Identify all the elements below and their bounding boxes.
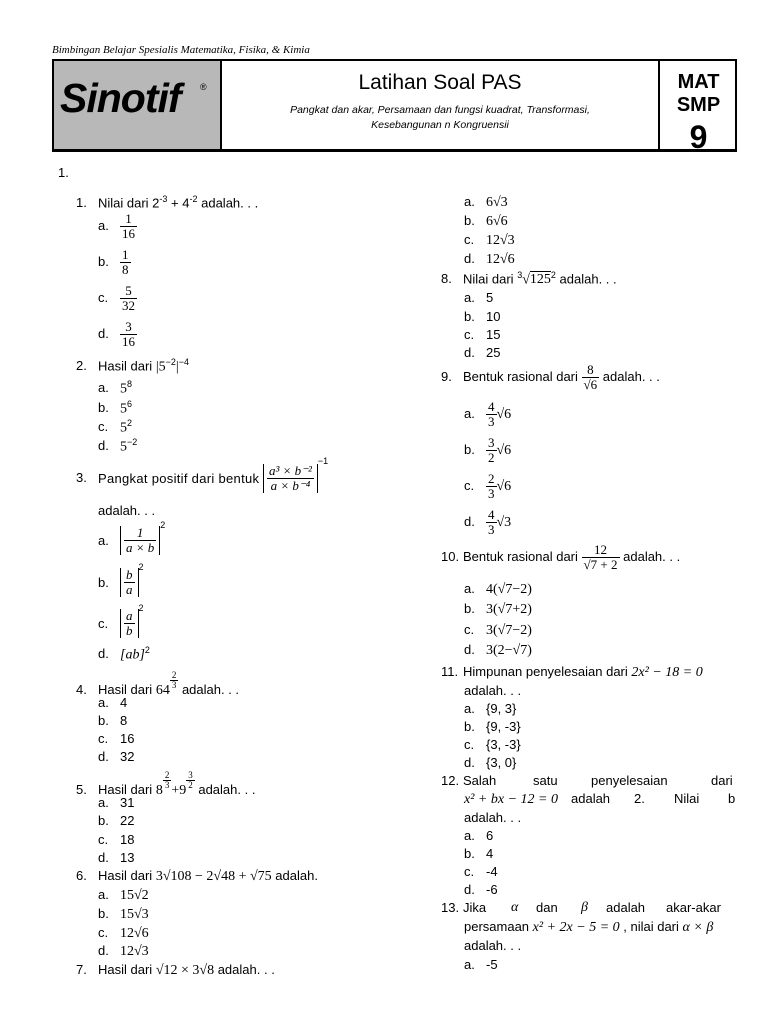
option-2d[interactable] (98, 437, 137, 455)
option-6a[interactable] (98, 887, 149, 904)
option-4d[interactable] (98, 749, 134, 764)
option-7b[interactable] (464, 213, 508, 230)
option-value: 12√3 (486, 233, 515, 248)
exponent: 2 (138, 603, 144, 613)
option-value: 5 (486, 290, 494, 305)
question-text: adalah (571, 791, 611, 806)
option-label: d. (464, 513, 475, 529)
fraction: $\frac{12}{√7 + 2}$ (583, 542, 618, 572)
question-13 (441, 900, 737, 915)
option-8a[interactable] (464, 290, 493, 305)
option-label: d. (98, 438, 109, 454)
fraction: $\frac{a}{b}$ (126, 608, 133, 639)
option-value: 6√3 (486, 195, 508, 210)
option-label: b. (98, 400, 109, 416)
question-8 (441, 270, 617, 288)
option-label: a. (464, 290, 475, 305)
question-12-line2 (464, 791, 737, 808)
option-label: b. (464, 441, 475, 457)
option-label: b. (98, 575, 109, 591)
question-text: adalah. (275, 868, 318, 883)
option-label: d. (464, 345, 475, 360)
option-value: 25 (486, 345, 501, 360)
fraction: $\frac{1}{a \times b}$ (126, 525, 155, 556)
option-value: 4(√7−2) (486, 582, 532, 597)
option-3d[interactable] (98, 645, 150, 663)
option-label: c. (464, 737, 475, 752)
option-3c[interactable] (98, 603, 144, 638)
option-label: a. (98, 795, 109, 810)
option-label: c. (464, 232, 475, 247)
option-value: -6 (486, 882, 498, 897)
bracket-expression (120, 609, 139, 638)
option-label: b. (464, 309, 475, 324)
option-4a[interactable] (98, 695, 127, 710)
option-label: b. (464, 601, 475, 616)
option-11c[interactable] (464, 737, 521, 752)
math-base: 8 (155, 783, 163, 798)
option-1c[interactable] (98, 284, 137, 313)
option-label: c. (464, 622, 475, 637)
subtitle-line-2: Kesebangunan n Kongruensii (371, 119, 509, 131)
option-9b[interactable] (464, 436, 511, 465)
option-10a[interactable] (464, 581, 532, 598)
radicand: 125 (529, 272, 551, 288)
option-value: 31 (120, 795, 135, 810)
header-divider (52, 151, 737, 152)
option-5d[interactable] (98, 850, 134, 865)
option-value: √6 (496, 406, 512, 422)
fraction: $\frac{b}{a}$ (126, 567, 133, 598)
fraction: $\frac{8}{√6}$ (583, 362, 598, 392)
subject-box (660, 61, 737, 155)
question-text: akar-akar (666, 900, 721, 915)
option-label: b. (98, 253, 109, 269)
option-label: d. (98, 749, 109, 764)
option-value: {3, 0} (486, 755, 517, 770)
question-text: adalah. . . (559, 271, 617, 287)
question-text: Hasil dari (98, 682, 153, 697)
option-label: a. (98, 887, 109, 902)
option-label: c. (464, 477, 475, 493)
option-12d[interactable] (464, 882, 498, 897)
option-value: 5 (120, 420, 127, 436)
fraction: $\frac{1}{16}$ (122, 211, 135, 241)
question-text: persamaan (464, 919, 530, 934)
option-value: 32 (120, 749, 135, 764)
option-label: b. (98, 813, 109, 828)
math-operator: + (171, 783, 180, 798)
question-text: Bentuk rasional dari (463, 548, 578, 564)
option-1d[interactable] (98, 320, 137, 349)
option-5b[interactable] (98, 813, 134, 828)
question-number: 9. (441, 368, 452, 384)
option-label: c. (464, 864, 475, 879)
option-6c[interactable] (98, 925, 149, 942)
option-value: [ab] (120, 647, 145, 663)
option-11b[interactable] (464, 719, 521, 734)
question-12-tail: adalah. . . (464, 810, 522, 825)
question-text: Pangkat positif dari bentuk (98, 471, 260, 487)
page-subtitle (222, 103, 658, 133)
exponent: 2 (127, 418, 133, 428)
question-3 (76, 456, 328, 493)
option-value: 6√6 (486, 214, 508, 229)
option-value: 5 (120, 381, 127, 397)
question-text: 2. (634, 791, 645, 806)
option-value: 18 (120, 832, 135, 847)
exponent: 2 (550, 270, 556, 280)
option-4c[interactable] (98, 731, 134, 746)
option-7a[interactable] (464, 194, 508, 211)
question-2 (76, 357, 189, 375)
question-text: adalah. . . (181, 682, 240, 697)
question-text: Himpunan penyelesaian dari (463, 664, 628, 679)
option-label: d. (464, 642, 475, 657)
exponent: −1 (317, 456, 329, 466)
math-symbol: β (581, 900, 588, 915)
question-text: adalah (606, 900, 646, 915)
intro-number: 1. (58, 165, 69, 180)
option-1a[interactable] (98, 212, 137, 241)
option-label: d. (464, 882, 475, 897)
math-expression: x² + bx − 12 = 0 (464, 792, 558, 807)
question-text: adalah. . . (602, 368, 660, 384)
option-1b[interactable] (98, 248, 131, 277)
question-number: 11. (441, 664, 459, 679)
fraction: $\frac{3}{16}$ (122, 319, 135, 349)
math-expression: |5 (155, 359, 166, 375)
option-value: {9, -3} (486, 719, 521, 734)
question-text: adalah. . . (623, 548, 681, 564)
question-13-tail: adalah. . . (464, 938, 522, 953)
option-label: a. (464, 194, 475, 209)
question-text: Salah (463, 773, 497, 788)
option-label: d. (464, 251, 475, 266)
option-label: d. (464, 755, 475, 770)
option-8d[interactable] (464, 345, 500, 360)
option-label: a. (464, 405, 475, 421)
exponent: -2 (189, 194, 198, 204)
question-text: Bentuk rasional dari (463, 368, 578, 384)
option-label: a. (464, 701, 475, 716)
option-value: 13 (120, 850, 135, 865)
question-text: dari (711, 773, 733, 788)
option-label: a. (98, 533, 109, 549)
logo: Sinotif (60, 75, 181, 121)
option-value: -4 (486, 864, 498, 879)
option-value: √6 (496, 442, 512, 458)
question-text: dan (536, 900, 558, 915)
option-value: {3, -3} (486, 737, 521, 752)
option-7d[interactable] (464, 251, 515, 268)
question-3-tail: adalah. . . (98, 503, 156, 518)
math-expression: x² + 2x − 5 = 0 (532, 920, 620, 935)
option-value: 22 (120, 813, 135, 828)
option-value: 3(√7−2) (486, 623, 532, 638)
bracket-expression (263, 464, 318, 493)
option-12a[interactable] (464, 828, 493, 843)
option-9c[interactable] (464, 472, 511, 501)
math-base: 64 (155, 683, 170, 698)
option-5c[interactable] (98, 832, 134, 847)
question-text: adalah. . . (217, 962, 275, 977)
option-12b[interactable] (464, 846, 493, 861)
question-text: penyelesaian (591, 773, 668, 788)
option-label: b. (464, 719, 475, 734)
logo-registered-mark: ® (200, 82, 207, 92)
fraction: $\frac{4}{3}$ (488, 507, 495, 537)
question-text: satu (533, 773, 558, 788)
question-number: 3. (76, 470, 87, 485)
exponent: 2 (160, 520, 166, 530)
option-label: c. (98, 925, 109, 940)
question-number: 6. (76, 868, 87, 883)
option-value: 3(2−√7) (486, 643, 532, 658)
option-value: -5 (486, 957, 498, 972)
option-value: 12√6 (120, 926, 149, 941)
logo-area (54, 61, 222, 149)
fraction-exponent: $\frac{3}{2}$ (188, 770, 193, 790)
option-8c[interactable] (464, 327, 500, 342)
option-12c[interactable] (464, 864, 498, 879)
option-8b[interactable] (464, 309, 500, 324)
fraction: $\frac{3}{2}$ (488, 435, 495, 465)
option-value: 10 (486, 309, 501, 324)
question-number: 13. (441, 900, 460, 915)
option-10b[interactable] (464, 601, 532, 618)
exponent: −2 (127, 437, 138, 447)
question-number: 7. (76, 962, 87, 977)
fraction: $\frac{5}{32}$ (122, 283, 135, 313)
option-label: a. (98, 380, 109, 396)
question-10 (441, 543, 680, 572)
question-13-line2 (464, 919, 713, 936)
option-value: 4 (120, 695, 128, 710)
math-expression: α × β (682, 920, 714, 935)
option-6d[interactable] (98, 943, 149, 960)
option-value: 12√3 (120, 944, 149, 959)
question-number: 2. (76, 358, 87, 374)
option-label: c. (98, 731, 109, 746)
option-value: 15√2 (120, 888, 149, 903)
radical-sign: √ (522, 272, 530, 288)
exponent: 2 (138, 562, 144, 572)
option-value: √6 (496, 478, 512, 494)
option-7c[interactable] (464, 232, 515, 249)
fraction-exponent: $\frac{2}{3}$ (164, 770, 170, 790)
option-value: 8 (120, 713, 128, 728)
header-top-note: Bimbingan Belajar Spesialis Matematika, Fisika, & Kimia (52, 44, 310, 56)
option-9d[interactable] (464, 508, 511, 537)
option-label: b. (464, 846, 475, 861)
question-text: Nilai (674, 791, 700, 806)
fraction: $\frac{2}{3}$ (488, 471, 495, 501)
option-2c[interactable] (98, 418, 132, 436)
fraction: $\frac{\text{a³ × b⁻²}}{\text{a × b⁻⁴}}$ (268, 463, 312, 494)
option-13a[interactable] (464, 957, 498, 972)
math-expression: | (175, 359, 179, 375)
option-label: a. (464, 828, 475, 843)
question-text: Nilai dari 2 (98, 195, 160, 211)
question-text: Hasil dari (98, 782, 153, 797)
option-label: b. (98, 906, 109, 921)
question-number: 10. (441, 548, 460, 564)
option-label: c. (464, 327, 475, 342)
question-9 (441, 363, 660, 392)
option-label: d. (98, 646, 109, 662)
fraction: $\frac{4}{3}$ (488, 399, 495, 429)
question-text: Jika (463, 900, 487, 915)
option-label: d. (98, 325, 109, 341)
exponent: -3 (159, 194, 168, 204)
question-text: Hasil dari (98, 358, 153, 374)
option-5a[interactable] (98, 795, 134, 810)
subtitle-line-1: Pangkat dan akar, Persamaan dan fungsi kuadrat, Transformasi, (290, 104, 590, 116)
exponent: 8 (127, 379, 133, 389)
option-value: 15 (486, 327, 501, 342)
exponent: 6 (127, 399, 133, 409)
exponent: −2 (165, 357, 176, 367)
header-box (52, 59, 737, 155)
option-value: 3(√7+2) (486, 602, 532, 617)
option-11a[interactable] (464, 701, 516, 716)
question-7 (76, 962, 275, 979)
question-number: 8. (441, 271, 452, 287)
option-6b[interactable] (98, 906, 149, 923)
question-11 (441, 664, 703, 681)
option-label: a. (464, 581, 475, 596)
option-value: 5 (120, 439, 127, 455)
root-index: 3 (517, 270, 523, 280)
question-number: 4. (76, 682, 87, 697)
option-value: √3 (496, 514, 512, 530)
option-value: {9, 3} (486, 701, 517, 716)
fraction: $\frac{1}{8}$ (122, 247, 129, 277)
question-number: 12. (441, 773, 460, 788)
math-symbol: α (511, 900, 519, 915)
bracket-expression (120, 526, 160, 555)
math-expression: 2x² − 18 = 0 (631, 665, 703, 680)
question-text: adalah. . . (198, 782, 256, 797)
option-value: 16 (120, 731, 135, 746)
question-text: adalah. . . (197, 195, 259, 211)
option-2a[interactable] (98, 379, 132, 397)
question-text: Hasil dari (98, 962, 153, 977)
option-label: b. (98, 713, 109, 728)
subject-label: MAT SMP (676, 71, 721, 116)
option-label: c. (98, 419, 109, 435)
math-expression: 3√108 − 2√48 + √75 (155, 869, 272, 884)
option-10c[interactable] (464, 622, 532, 639)
exponent: 2 (144, 645, 150, 655)
option-3a[interactable] (98, 520, 165, 555)
option-label: b. (464, 213, 475, 228)
option-label: c. (98, 289, 109, 305)
question-6 (76, 868, 318, 885)
header-title-area (222, 61, 660, 149)
option-label: c. (98, 832, 109, 847)
option-label: a. (98, 695, 109, 710)
option-9a[interactable] (464, 400, 511, 429)
grade-number: 9 (689, 119, 708, 155)
question-number: 5. (76, 782, 87, 797)
option-value: 12√6 (486, 252, 515, 267)
option-value: 15√3 (120, 907, 149, 922)
option-label: c. (98, 616, 109, 632)
option-11d[interactable] (464, 755, 516, 770)
question-1 (76, 194, 258, 210)
bracket-expression (120, 568, 139, 597)
option-label: d. (98, 943, 109, 958)
fraction-exponent: $\frac{2}{3}$ (171, 670, 177, 690)
question-text: Nilai dari (463, 271, 514, 287)
option-value: 5 (120, 401, 127, 417)
option-label: d. (98, 850, 109, 865)
page-title: Latihan Soal PAS (358, 71, 522, 94)
question-text: Hasil dari (98, 868, 153, 883)
question-text: + 4 (167, 195, 190, 211)
question-11-tail: adalah. . . (464, 683, 522, 698)
option-3b[interactable] (98, 562, 144, 597)
option-value: 6 (486, 828, 494, 843)
question-text: b (728, 791, 736, 806)
option-label: a. (98, 217, 109, 233)
question-12 (441, 773, 737, 788)
math-base: 9 (179, 783, 187, 798)
option-10d[interactable] (464, 642, 532, 659)
question-number: 1. (76, 195, 87, 211)
option-4b[interactable] (98, 713, 127, 728)
question-text: , nilai dari (623, 919, 679, 934)
option-2b[interactable] (98, 399, 132, 417)
option-label: a. (464, 957, 475, 972)
math-expression: √12 × 3√8 (155, 963, 215, 978)
exponent: −4 (178, 357, 189, 367)
option-value: 4 (486, 846, 494, 861)
